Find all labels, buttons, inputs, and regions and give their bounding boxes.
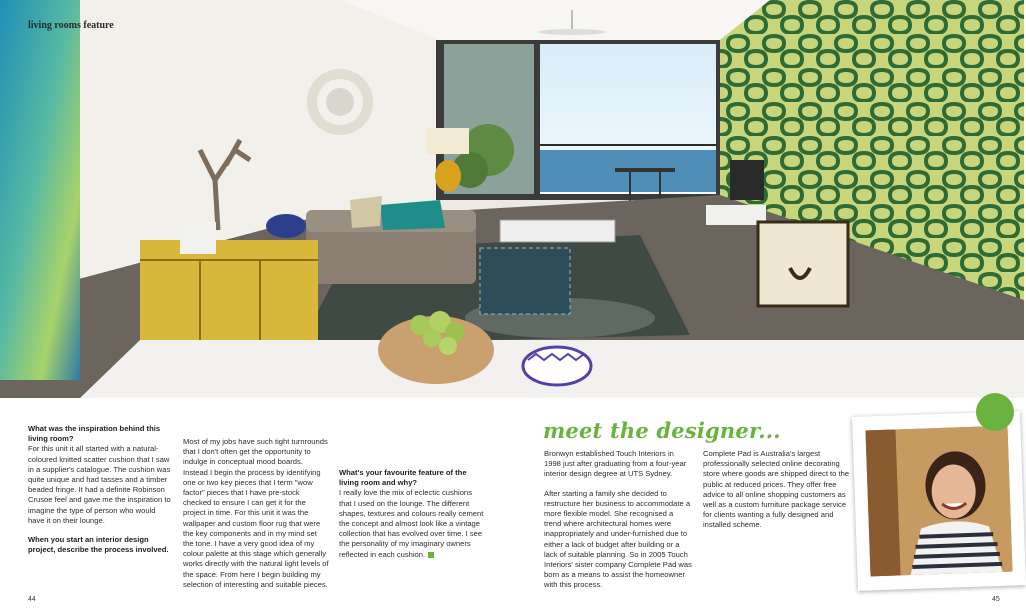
designer-column-2 [703,449,855,540]
designer-heading: meet the designer... [543,418,781,443]
interview-question: What's your favourite feature of the living room and why? [339,468,467,488]
designer-paragraph: After starting a family she decided to restructure her business to accommodate a more flexible model. She recognised a trend where architectural homes were inappropriately and under-furnished due to either a lack of budget after building or a lack of suitable planning. So in 2005 Touch Interiors' sister company Complete Pad was born as a means to assist the homeowner with this process. [544,488,692,590]
interview-column-1 [28,424,174,564]
end-mark-icon [428,552,434,558]
interview-question: When you start an interior design project, describe the process involved. [28,535,169,555]
designer-photo-frame [852,411,1026,591]
interview-answer: I really love the mix of eclectic cushions that I used on the lounge. The different shapes, textures and colours really cement the concept and almost look like a vintage collection that has evolved over time. I see the personality of my imaginary owners reflected in each cushion. [339,488,484,559]
designer-portrait [865,426,1012,577]
accent-dot [976,393,1014,431]
interview-question: What was the inspiration behind this living room? [28,424,161,444]
page-number-right: 45 [992,596,1000,603]
interview-answer: Most of my jobs have such tight turnrounds that I don't often get the opportunity to indulge in conceptual mood boards. Instead I begin the process by identifying one or two key pieces that I term "wow factor" pieces that I have pre-stock checked to ensure I can get it for the project in time. For this unit it was the wallpaper and custom floor rug that were the key components and in my mind set the tone. I have a very good idea of my colour palette at this stage which generally works directly with the natural light levels of the space. From here I begin building my selection of interesting and suitable pieces. [183,437,329,589]
designer-paragraph: Complete Pad is Australia's largest professionally selected online decorating store where goods are shipped direct to the public at reduced prices. They offer free advice to all online shopping customers as well as a custom furniture package service for clients wanting a fully designed and installed scheme. [703,449,850,530]
designer-column-1 [544,449,692,588]
designer-paragraph: Bronwyn established Touch Interiors in 1998 just after graduating from a four-year interior design degree at UTS Sydney. [544,449,687,479]
interview-answer: For this unit it all started with a natural-coloured knitted scatter cushion that I saw in a supplier's catalogue. The cushion was quite unique and had tasses and a timber beaded fringe. It had a definite Robinson Crusoe feel and gave me the inspiration to imagine the type of person who would have it on their lounge. [28,444,171,525]
section-label: living rooms feature [28,20,114,31]
interview-column-3 [339,468,485,569]
interview-column-2 [183,437,329,601]
page-number-left: 44 [28,596,36,603]
